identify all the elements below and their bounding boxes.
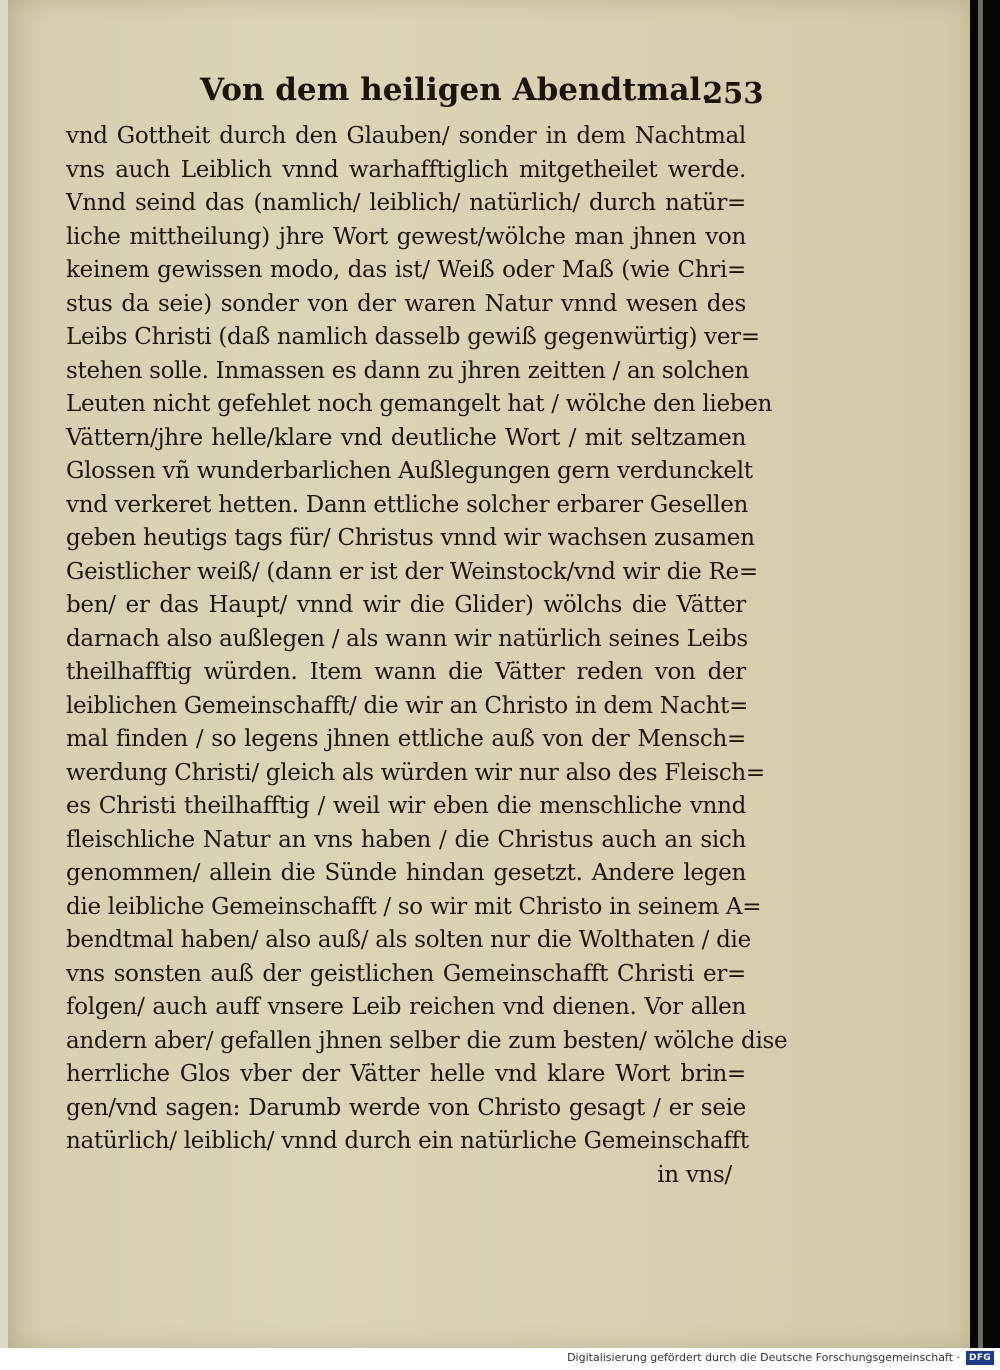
catchword: in vns/ <box>657 1161 732 1188</box>
text-line: leiblichen Gemeinschafft/ die wir an Christo in dem Nacht= <box>66 692 749 719</box>
text-line: Leibs Christi (daß namlich dasselb gewiß gegenwürtig) ver= <box>66 324 760 350</box>
text-line: Geistlicher weiß/ (dann er ist der Weinstock/vnd wir die Re= <box>66 558 758 585</box>
text-line: keinem gewissen modo, das ist/ Weiß oder Maß (wie Chri= <box>66 257 746 283</box>
left-page-edge <box>0 0 8 1348</box>
text-line: vns auch Leiblich vnnd warhafftiglich mitgetheilet werde. <box>66 156 746 183</box>
text-line: natürlich/ leiblich/ vnnd durch ein natürliche Gemeinschafft <box>66 1128 749 1154</box>
text-line: folgen/ auch auff vnsere Leib reichen vnd dienen. Vor allen <box>66 994 746 1020</box>
text-line: ben/ er das Haupt/ vnnd wir die Glider) wölchs die Vätter <box>66 592 746 618</box>
text-line: werdung Christi/ gleich als würden wir nur also des Fleisch= <box>66 759 765 786</box>
text-line: herrliche Glos vber der Vätter helle vnd klare Wort brin= <box>66 1061 746 1087</box>
text-line: liche mittheilung) jhre Wort gewest/wölche man jhnen von <box>66 223 746 250</box>
scan-dark-border <box>970 0 1000 1348</box>
text-line: genommen/ allein die Sünde hindan gesetzt. Andere legen <box>66 860 746 886</box>
text-line: mal finden / so legens jhnen ettliche auß von der Mensch= <box>66 726 746 752</box>
text-line: theilhafftig würden. Item wann die Vätter reden von der <box>66 659 746 685</box>
text-line: geben heutigs tags für/ Christus vnnd wir wachsen zusamen <box>66 525 755 551</box>
text-line: Vättern/jhre helle/klare vnd deutliche Wort / mit seltzamen <box>66 424 746 451</box>
text-line: es Christi theilhafftig / weil wir eben die menschliche vnnd <box>66 793 746 819</box>
text-line: stus da seie) sonder von der waren Natur vnnd wesen des <box>66 290 746 317</box>
text-line: Leuten nicht gefehlet noch gemangelt hat / wölche den lieben <box>66 391 773 417</box>
running-head <box>200 70 764 116</box>
text-line: gen/vnd sagen: Darumb werde von Christo gesagt / er seie <box>66 1094 746 1121</box>
dfg-logo-icon: DFG <box>966 1351 994 1365</box>
running-title: Von dem heiligen Abendtmal. <box>200 72 712 108</box>
funding-note: Digitalisierung gefördert durch die Deutsche Forschungsgemeinschaft · <box>567 1351 960 1364</box>
text-line: vns sonsten auß der geistlichen Gemeinschafft Christi er= <box>66 960 746 987</box>
page-number: 253 <box>703 76 764 110</box>
body-text <box>66 120 788 1192</box>
text-line: bendtmal haben/ also auß/ als solten nur die Wolthaten / die <box>66 927 751 953</box>
text-line: darnach also außlegen / als wann wir natürlich seines Leibs <box>66 625 748 652</box>
footer-bar <box>0 1348 1000 1370</box>
text-line: vnd Gottheit durch den Glauben/ sonder in dem Nachtmal <box>66 123 746 149</box>
text-line: stehen solle. Inmassen es dann zu jhren zeitten / an solchen <box>66 357 749 384</box>
text-line: fleischliche Natur an vns haben / die Christus auch an sich <box>66 826 746 853</box>
text-line: vnd verkeret hetten. Dann ettliche solcher erbarer Gesellen <box>66 491 749 518</box>
text-line: andern aber/ gefallen jhnen selber die zum besten/ wölche dise <box>66 1027 788 1054</box>
text-line: Glossen vñ wunderbarlichen Außlegungen gern verdunckelt <box>66 458 753 484</box>
text-line: Vnnd seind das (namlich/ leiblich/ natürlich/ durch natür= <box>66 190 746 216</box>
text-line: die leibliche Gemeinschafft / so wir mit Christo in seinem A= <box>66 893 762 920</box>
scan-border-strip <box>978 0 983 1348</box>
